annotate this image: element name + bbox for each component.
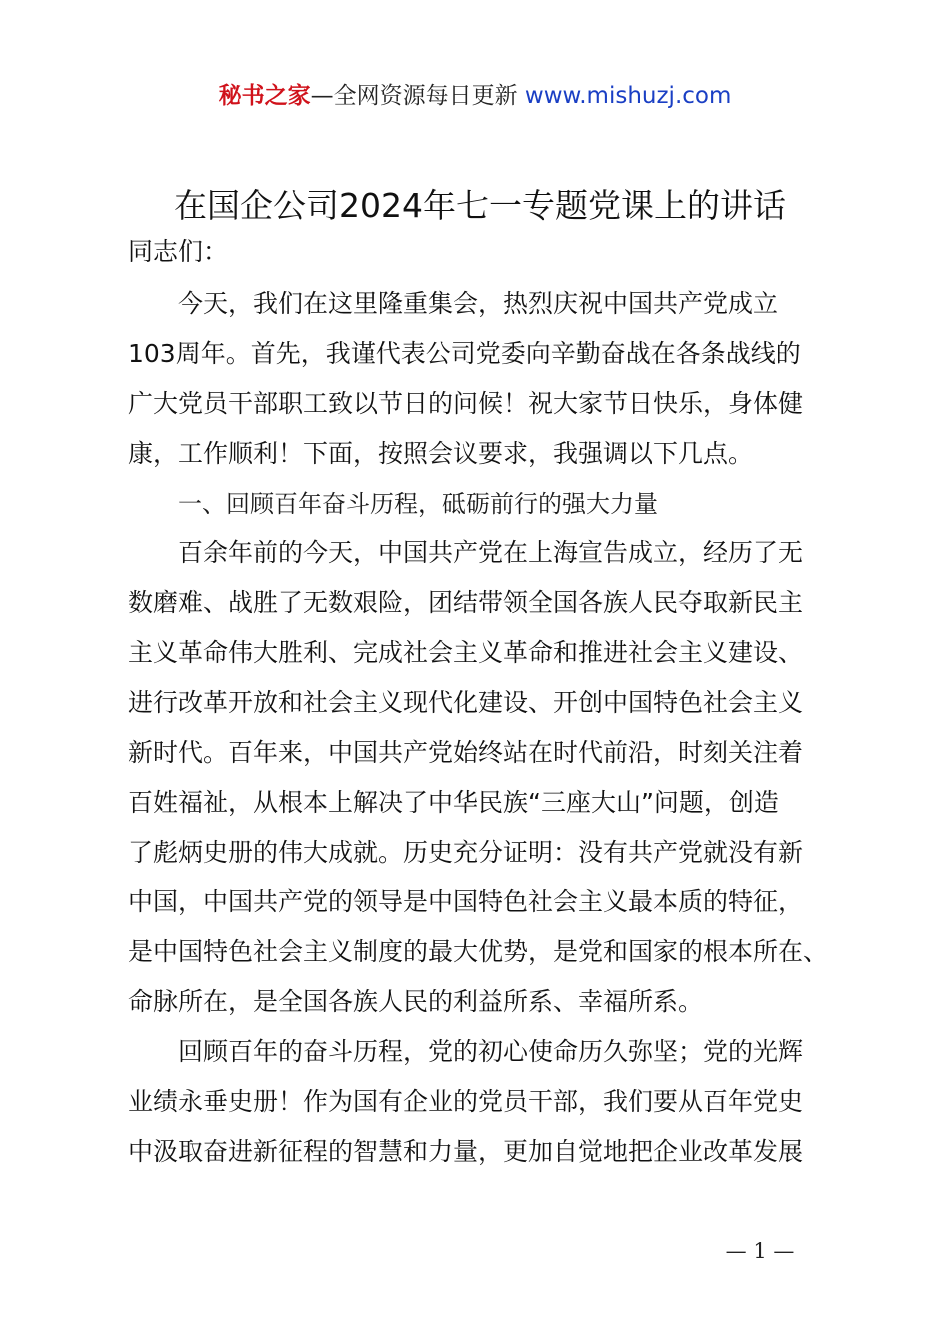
paragraph-2-line: 主义革命伟大胜利、完成社会主义革命和推进社会主义建设、	[128, 638, 804, 667]
page-number: — 1 —	[725, 1239, 795, 1263]
paragraph-2-line: 是中国特色社会主义制度的最大优势，是党和国家的根本所在、	[128, 937, 829, 966]
paragraph-3-line: 中汲取奋进新征程的智慧和力量，更加自觉地把企业改革发展	[128, 1137, 804, 1166]
paragraph-2-line: 进行改革开放和社会主义现代化建设、开创中国特色社会主义	[128, 688, 804, 717]
paragraph-1-line: 广大党员干部职工致以节日的问候！祝大家节日快乐，身体健	[128, 389, 804, 418]
paragraph-2-line: 百余年前的今天，中国共产党在上海宣告成立，经历了无	[178, 538, 804, 567]
paragraph-2-line: 中国，中国共产党的领导是中国特色社会主义最本质的特征，	[128, 887, 804, 916]
paragraph-2-line: 百姓福祉，从根本上解决了中华民族“三座大山”问题，创造	[128, 788, 779, 817]
paragraph-1-line: 今天，我们在这里隆重集会，热烈庆祝中国共产党成立	[178, 289, 779, 318]
paragraph-1-line: 103周年。首先，我谨代表公司党委向辛勤奋战在各条战线的	[128, 339, 801, 368]
paragraph-3-line: 回顾百年的奋斗历程，党的初心使命历久弥坚；党的光辉	[178, 1037, 804, 1066]
paragraph-2-line: 了彪炳史册的伟大成就。历史充分证明：没有共产党就没有新	[128, 838, 804, 867]
paragraph-1-line: 康，工作顺利！下面，按照会议要求，我强调以下几点。	[128, 439, 754, 468]
site-header	[0, 80, 950, 112]
section-heading-1: 一、回顾百年奋斗历程，砥砺前行的强大力量	[178, 490, 658, 518]
document-title: 在国企公司2024年七一专题党课上的讲话	[174, 186, 786, 225]
paragraph-2-line: 新时代。百年来，中国共产党始终站在时代前沿，时刻关注着	[128, 738, 804, 767]
site-url-link[interactable]: www.mishuzj.com	[524, 83, 732, 109]
salutation: 同志们：	[128, 237, 229, 266]
brand-name: 秘书之家	[218, 83, 311, 109]
paragraph-2-line: 数磨难、战胜了无数艰险，团结带领全国各族人民夺取新民主	[128, 588, 804, 617]
paragraph-2-line: 命脉所在，是全国各族人民的利益所系、幸福所系。	[128, 987, 704, 1016]
paragraph-3-line: 业绩永垂史册！作为国有企业的党员干部，我们要从百年党史	[128, 1087, 804, 1116]
header-tagline: —全网资源每日更新	[310, 83, 525, 109]
